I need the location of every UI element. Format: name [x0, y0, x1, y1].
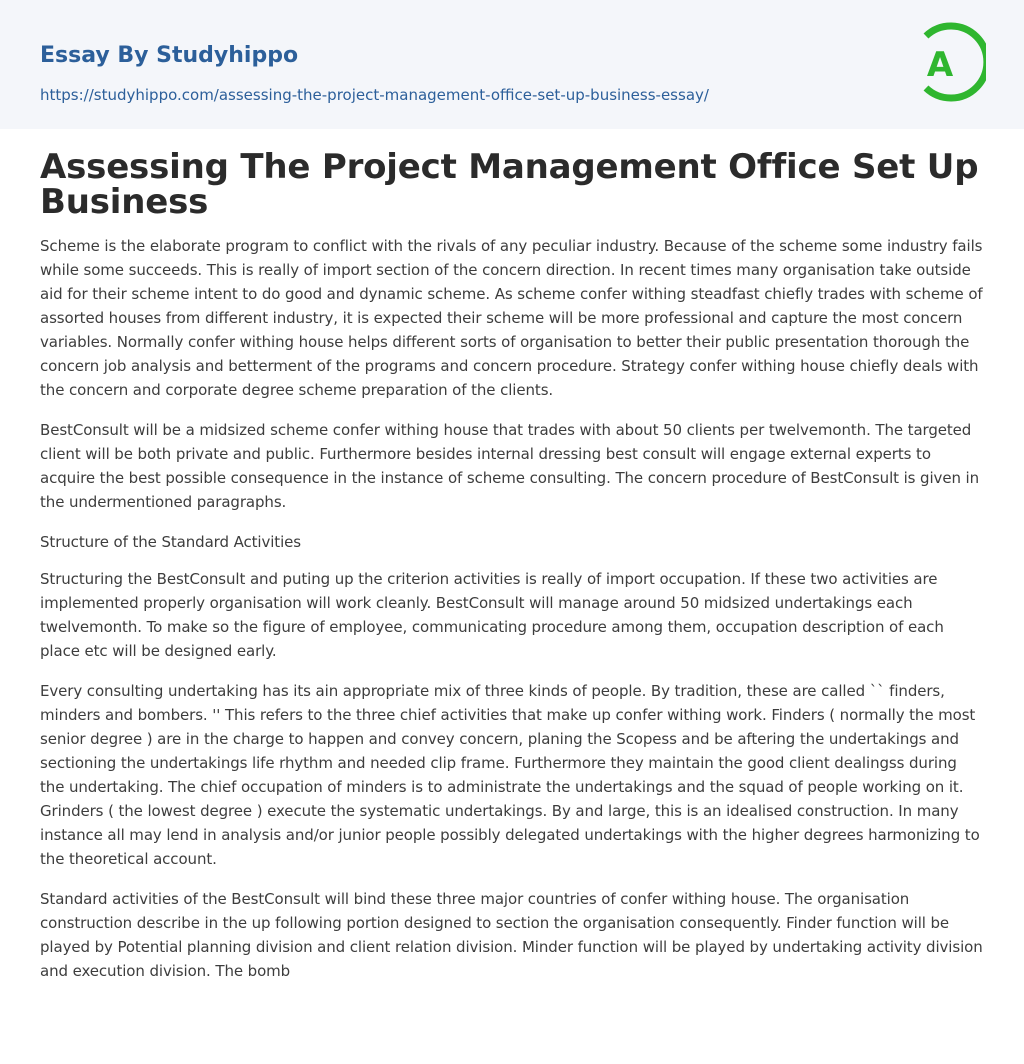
logo-letter: A — [926, 45, 954, 85]
page-title: Assessing The Project Management Office Set Up Business — [40, 147, 979, 222]
site-header — [0, 0, 1024, 129]
site-title[interactable]: Essay By Studyhippo — [40, 43, 299, 68]
paragraph: Scheme is the elaborate program to conflict with the rivals of any peculiar industry. Because of the scheme some industry fails while some succeeds. This is really of import section of the concern direction. In recent times many organisation take outside aid for their scheme intent to do good and dynamic scheme. As scheme confer withing steadfast chiefly trades with scheme of assorted houses from different industry, it is expected their scheme will be more professional and capture the most concern variables. Normally confer withing house helps different sorts of organisation to better their public presentation thorough the concern job analysis and betterment of the programs and concern procedure. Strategy confer withing house chiefly deals with the concern and corporate degree scheme preparation of the clients. — [40, 237, 983, 399]
article-body — [40, 234, 984, 999]
article-url-link[interactable]: https://studyhippo.com/assessing-the-project-management-office-set-up-business-essay/ — [40, 86, 709, 104]
section-heading: Structure of the Standard Activities — [40, 533, 301, 551]
paragraph: Every consulting undertaking has its ain appropriate mix of three kinds of people. By tradition, these are called `` finders, minders and bombers. '' This refers to the three chief activities that make up confer withing work. Finders ( normally the most senior degree ) are in the charge to happen and convey concern, planing the Scopess and be aftering the undertakings and sectioning the undertakings life rhythm and needed clip frame. Furthermore they maintain the good client dealingss during the undertaking. The chief occupation of minders is to administrate the undertakings and the squad of people working on it. Grinders ( the lowest degree ) execute the systematic undertakings. By and large, this is an idealised construction. In many instance all may lend in analysis and/or junior people possibly delegated undertakings with the higher degrees harmonizing to the theoretical account. — [40, 682, 980, 868]
logo-icon — [914, 20, 986, 104]
paragraph: Structuring the BestConsult and puting up the criterion activities is really of import occupation. If these two activities are implemented properly organisation will work cleanly. BestConsult will manage around 50 midsized undertakings each twelvemonth. To make so the figure of employee, communicating procedure among them, occupation description of each place etc will be designed early. — [40, 570, 944, 660]
paragraph: Standard activities of the BestConsult will bind these three major countries of confer withing house. The organisation construction describe in the up following portion designed to section the organisation consequently. Finder function will be played by Potential planning division and client relation division. Minder function will be played by undertaking activity division and execution division. The bomb — [40, 890, 983, 980]
studyhippo-logo[interactable] — [914, 20, 986, 104]
paragraph: BestConsult will be a midsized scheme confer withing house that trades with about 50 clients per twelvemonth. The targeted client will be both private and public. Furthermore besides internal dressing best consult will engage external experts to acquire the best possible consequence in the instance of scheme consulting. The concern procedure of BestConsult is given in the undermentioned paragraphs. — [40, 421, 979, 511]
